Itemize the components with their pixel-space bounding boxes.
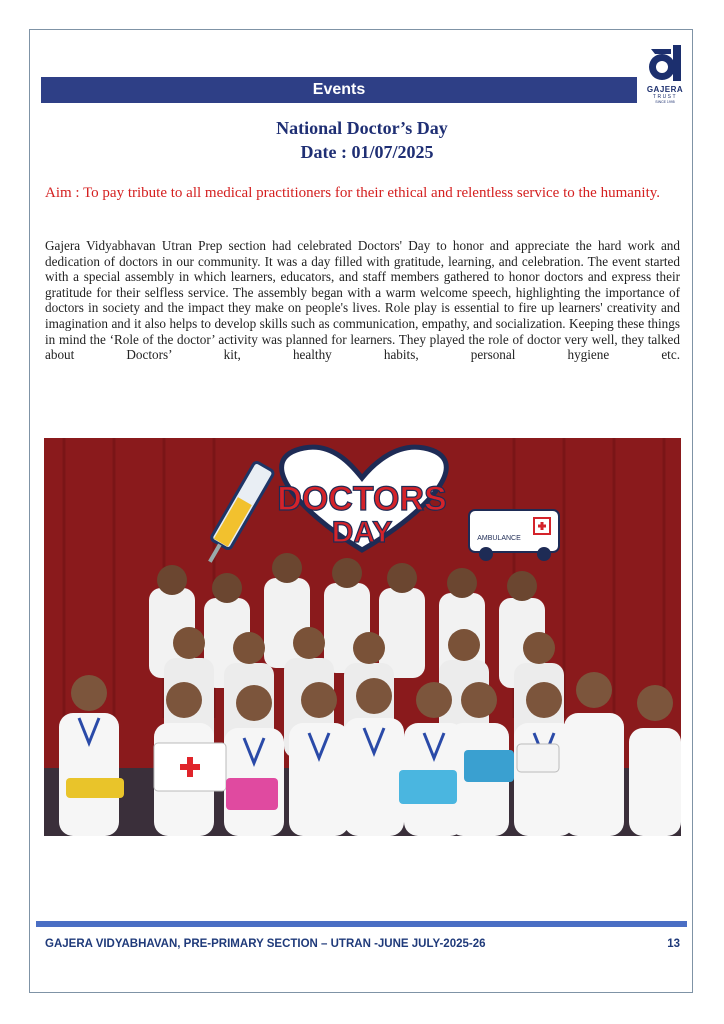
event-title: National Doctor’s Day [276, 118, 448, 138]
body-paragraph: Gajera Vidyabhavan Utran Prep section had celebrated Doctors' Day to honor and appreciate the hard work and dedication of doctors in our community. It was a day filled with gratitude, learning, and celebration. The event started with a special assembly in which learners, educators, and staff members gathered to honor doctors and express their gratitude for their selfless service. The assembly began with a warm welcome speech, highlighting the importance of doctors in society and the impact they make on people's lives. Role play is essential to fire up learners' creativity and imagination and it also helps to develop skills such as communication, empathy, and socialization. Keeping these things in mind the ‘Role of the doctor’ activity was planned for learners. They played the role of doctor very well, they talked about Doctors’ kit, healthy habits, personal hygiene etc. [45, 238, 680, 363]
logo-name: GAJERA [646, 85, 684, 94]
logo-since: SINCE 1995 [655, 100, 675, 104]
event-photo [44, 438, 681, 836]
page-number: 13 [667, 938, 680, 950]
footer-text: GAJERA VIDYABHAVAN, PRE-PRIMARY SECTION – UTRAN -JUNE JULY-2025-26 [45, 938, 486, 950]
section-banner [41, 77, 637, 103]
logo-sub: TRUST [652, 94, 678, 100]
backdrop-line1: DOCTORS [277, 480, 447, 518]
footer-rule [36, 921, 687, 927]
aim-paragraph: Aim : To pay tribute to all medical practitioners for their ethical and relentless service to the humanity. [45, 185, 661, 201]
event-date: Date : 01/07/2025 [300, 142, 434, 162]
backdrop-line2: DAY [331, 516, 393, 549]
gajera-trust-logo [641, 43, 689, 113]
logo-mark-icon [645, 43, 685, 85]
banner-label: Events [312, 81, 366, 98]
ambulance-label: AMBULANCE [477, 535, 521, 542]
